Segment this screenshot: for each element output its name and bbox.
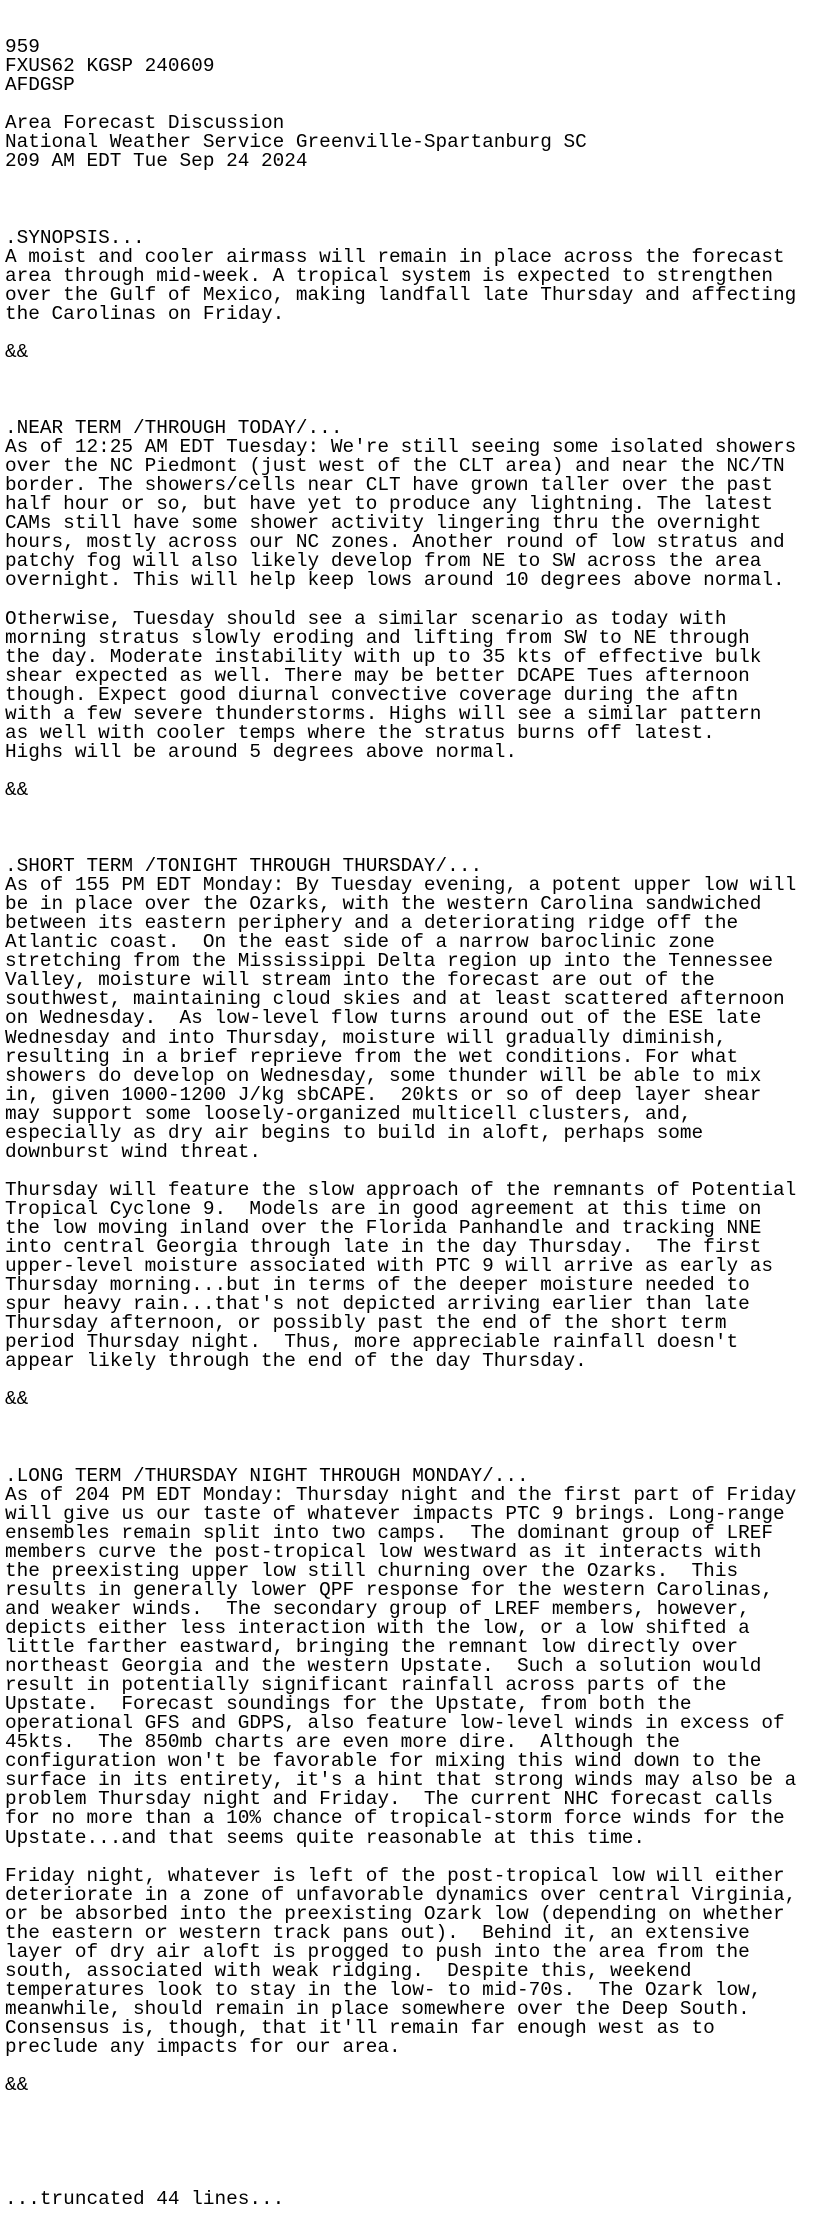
long-term-line: northeast Georgia and the western Upstate. Such a solution would	[5, 1655, 762, 1678]
short-term-line: between its eastern periphery and a deteriorating ridge off the	[5, 912, 739, 935]
near-term-line: CAMs still have some shower activity lingering thru the overnight	[5, 512, 762, 535]
long-term-line: south, associated with weak ridging. Despite this, weekend	[5, 1959, 692, 1982]
long-term-line: and weaker winds. The secondary group of LREF members, however,	[5, 1597, 750, 1620]
blank-line	[5, 590, 826, 609]
synopsis-line: over the Gulf of Mexico, making landfall late Thursday and affecting	[5, 283, 797, 306]
long-term-line: or be absorbed into the preexisting Ozark low (depending on whether	[5, 1902, 785, 1925]
near-term-line: shear expected as well. There may be better DCAPE Tues afternoon	[5, 664, 750, 687]
blank-line	[5, 2133, 826, 2152]
long-term-line: Friday night, whatever is left of the post-tropical low will either	[5, 1864, 785, 1887]
synopsis-section	[5, 210, 826, 362]
short-term-line: downburst wind threat.	[5, 1140, 261, 1163]
short-term-line: Atlantic coast. On the east side of a narrow baroclinic zone	[5, 931, 715, 954]
long-term-line: operational GFS and GDPS, also feature low-level winds in excess of	[5, 1712, 785, 1735]
short-term-line: &&	[5, 1388, 29, 1411]
short-term-line: be in place over the Ozarks, with the western Carolina sandwiched	[5, 893, 762, 916]
blank-line	[5, 1371, 826, 1390]
short-term-line: upper-level moisture associated with PTC 9 will arrive as early as	[5, 1255, 773, 1278]
short-term-line: on Wednesday. As low-level flow turns around out of the ESE late	[5, 1007, 762, 1030]
long-term-line: depicts either less interaction with the low, or a low shifted a	[5, 1616, 750, 1639]
truncated-note: ...truncated 44 lines...	[5, 2188, 285, 2211]
long-term-line: the eastern or western track pans out). Behind it, an extensive	[5, 1921, 750, 1944]
near-term-line: As of 12:25 AM EDT Tuesday: We're still seeing some isolated showers	[5, 436, 797, 459]
short-term-line: Wednesday and into Thursday, moisture will gradually diminish,	[5, 1026, 727, 1049]
synopsis-line: area through mid-week. A tropical system is expected to strengthen	[5, 264, 773, 287]
long-term-line: As of 204 PM EDT Monday: Thursday night and the first part of Friday	[5, 1483, 797, 1506]
long-term-line: will give us our taste of whatever impacts PTC 9 brings. Long-range	[5, 1502, 785, 1525]
blank-line	[5, 762, 826, 781]
long-term-section	[5, 1448, 826, 2096]
header-line: 959	[5, 36, 40, 59]
synopsis-line: .SYNOPSIS...	[5, 226, 145, 249]
near-term-line: though. Expect good diurnal convective coverage during the aftn	[5, 683, 739, 706]
short-term-line: showers do develop on Wednesday, some thunder will be able to mix	[5, 1064, 762, 1087]
near-term-line: over the NC Piedmont (just west of the CLT area) and near the NC/TN	[5, 455, 785, 478]
near-term-line: with a few severe thunderstorms. Highs will see a similar pattern	[5, 702, 762, 725]
near-term-line: Otherwise, Tuesday should see a similar scenario as today with	[5, 607, 727, 630]
long-term-line: results in generally lower QPF response for the western Carolinas,	[5, 1578, 773, 1601]
near-term-line: Highs will be around 5 degrees above normal.	[5, 740, 517, 763]
short-term-line: period Thursday night. Thus, more appreciable rainfall doesn't	[5, 1331, 739, 1354]
near-term-line: &&	[5, 778, 29, 801]
product-header	[5, 38, 826, 171]
long-term-line: 45kts. The 850mb charts are even more dire. Although the	[5, 1731, 680, 1754]
short-term-line: the low moving inland over the Florida Panhandle and tracking NNE	[5, 1217, 762, 1239]
header-line: 209 AM EDT Tue Sep 24 2024	[5, 150, 308, 173]
long-term-line: ensembles remain split into two camps. The dominant group of LREF	[5, 1521, 773, 1544]
short-term-line: Tropical Cyclone 9. Models are in good agreement at this time on	[5, 1197, 762, 1220]
near-term-line: as well with cooler temps where the stratus burns off latest.	[5, 721, 715, 744]
long-term-line: for no more than a 10% chance of tropical-storm force winds for the	[5, 1807, 785, 1830]
short-term-line: Valley, moisture will stream into the forecast are out of the	[5, 969, 715, 992]
short-term-line: resulting in a brief reprieve from the wet conditions. For what	[5, 1045, 739, 1068]
near-term-section	[5, 400, 826, 800]
short-term-section	[5, 838, 826, 1409]
short-term-line: especially as dry air begins to build in aloft, perhaps some	[5, 1121, 704, 1144]
near-term-line: hours, mostly across our NC zones. Another round of low stratus and	[5, 531, 785, 554]
synopsis-line: A moist and cooler airmass will remain in place across the forecast	[5, 245, 785, 268]
blank-line	[5, 2057, 826, 2076]
long-term-line: members curve the post-tropical low westward as it interacts with	[5, 1540, 762, 1563]
header-line: FXUS62 KGSP 240609	[5, 55, 215, 78]
long-term-line: temperatures look to stay in the low- to mid-70s. The Ozark low,	[5, 1978, 762, 2001]
synopsis-line: the Carolinas on Friday.	[5, 302, 285, 325]
near-term-line: half hour or so, but have yet to produce any lightning. The latest	[5, 493, 773, 516]
short-term-line: into central Georgia through late in the day Thursday. The first	[5, 1236, 762, 1259]
blank-line	[5, 1848, 826, 1867]
long-term-line: configuration won't be favorable for mixing this wind down to the	[5, 1750, 762, 1773]
short-term-line: southwest, maintaining cloud skies and at least scattered afternoon	[5, 988, 785, 1011]
header-line: AFDGSP	[5, 74, 75, 97]
long-term-line: Upstate...and that seems quite reasonable at this time.	[5, 1826, 645, 1849]
long-term-line: preclude any impacts for our area.	[5, 2036, 401, 2059]
near-term-line: .NEAR TERM /THROUGH TODAY/...	[5, 417, 343, 440]
blank-line	[5, 210, 826, 229]
long-term-line: the preexisting upper low still churning over the Ozarks. This	[5, 1559, 739, 1582]
header-line: National Weather Service Greenville-Spartanburg SC	[5, 131, 587, 154]
long-term-line: Upstate. Forecast soundings for the Upstate, from both the	[5, 1693, 692, 1716]
long-term-line: problem Thursday night and Friday. The current NHC forecast calls	[5, 1788, 773, 1811]
blank-line	[5, 1448, 826, 1467]
near-term-line: patchy fog will also likely develop from NE to SW across the area	[5, 550, 762, 573]
short-term-line: stretching from the Mississippi Delta region up into the Tennessee	[5, 950, 773, 973]
near-term-line: overnight. This will help keep lows around 10 degrees above normal.	[5, 569, 785, 592]
short-term-line: .SHORT TERM /TONIGHT THROUGH THURSDAY/...	[5, 855, 483, 878]
header-line: Area Forecast Discussion	[5, 112, 285, 135]
near-term-line: border. The showers/cells near CLT have grown taller over the past	[5, 474, 773, 497]
long-term-line: .LONG TERM /THURSDAY NIGHT THROUGH MONDAY/...	[5, 1464, 529, 1487]
short-term-line: Thursday afternoon, or possibly past the end of the short term	[5, 1312, 727, 1335]
short-term-line: As of 155 PM EDT Monday: By Tuesday evening, a potent upper low will	[5, 874, 797, 897]
short-term-line: Thursday will feature the slow approach of the remnants of Potential	[5, 1178, 797, 1201]
blank-line	[5, 324, 826, 343]
long-term-line: &&	[5, 2074, 29, 2097]
short-term-line: in, given 1000-1200 J/kg sbCAPE. 20kts or so of deep layer shear	[5, 1083, 762, 1106]
near-term-line: morning stratus slowly eroding and lifting from SW to NE through	[5, 626, 750, 649]
synopsis-line: &&	[5, 340, 29, 363]
short-term-line: appear likely through the end of the day Thursday.	[5, 1350, 587, 1373]
long-term-line: Consensus is, though, that it'll remain far enough west as to	[5, 2016, 715, 2039]
near-term-line: the day. Moderate instability with up to 35 kts of effective bulk	[5, 645, 762, 668]
long-term-line: layer of dry air aloft is progged to push into the area from the	[5, 1940, 750, 1963]
short-term-line: spur heavy rain...that's not depicted arriving earlier than late	[5, 1293, 750, 1316]
short-term-line: Thursday morning...but in terms of the deeper moisture needed to	[5, 1274, 750, 1297]
long-term-line: meanwhile, should remain in place somewhere over the Deep South.	[5, 1997, 750, 2020]
long-term-line: little farther eastward, bringing the remnant low directly over	[5, 1636, 739, 1659]
long-term-line: surface in its entirety, it's a hint that strong winds may also be a	[5, 1769, 797, 1792]
short-term-line: may support some loosely-organized multicell clusters, and,	[5, 1102, 692, 1125]
long-term-line: result in potentially significant rainfall across parts of the	[5, 1674, 727, 1697]
long-term-line: deteriorate in a zone of unfavorable dynamics over central Virginia,	[5, 1883, 797, 1906]
